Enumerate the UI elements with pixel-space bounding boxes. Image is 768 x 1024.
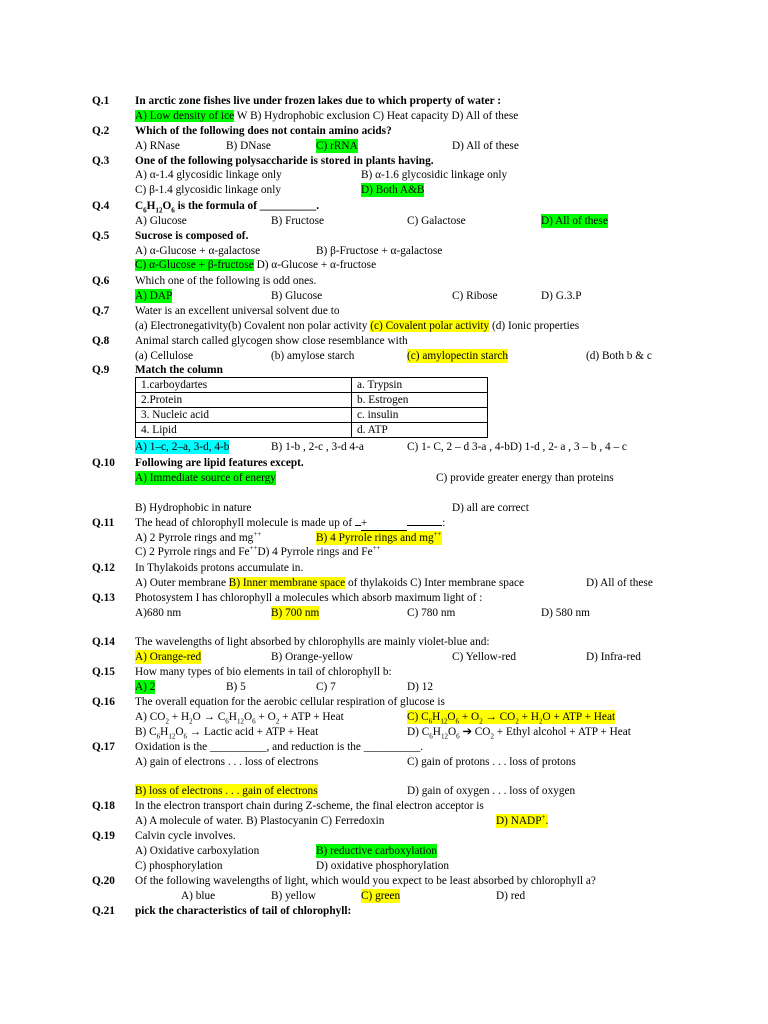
option-b: B) 1-b , 2-c , 3-d 4-a: [271, 441, 364, 453]
question-number: Q.14: [92, 636, 115, 648]
question-number: Q.12: [92, 562, 115, 574]
question-number: Q.11: [92, 517, 115, 529]
question-text: Calvin cycle involves.: [135, 830, 236, 842]
option-b: B) β-Fructose + α-galactose: [316, 245, 443, 257]
option-row: [135, 258, 376, 272]
answer-highlight: B) 4 Pyrrole rings and mg++: [316, 530, 442, 544]
option-d: (d) Both b & c: [586, 350, 652, 362]
option-d: D) G.3.P: [541, 290, 582, 302]
option-c: C) gain of protons . . . loss of protons: [407, 756, 576, 768]
question-number: Q.6: [92, 275, 110, 287]
table-cell: 1.carboydartes: [136, 378, 352, 393]
option-a: A) RNase: [135, 140, 180, 152]
table-cell: a. Trypsin: [352, 378, 488, 393]
question-text: In arctic zone fishes live under frozen lakes due to which property of water :: [135, 95, 502, 107]
answer-highlight: D) All of these: [541, 215, 608, 227]
answer-highlight: A) 2: [135, 681, 156, 693]
option-a: A)680 nm: [135, 607, 182, 619]
question-text: The overall equation for the aerobic cellular respiration of glucose is: [135, 696, 445, 708]
table-cell: b. Estrogen: [352, 393, 488, 408]
arrow-icon: →: [189, 726, 202, 738]
question-text: How many types of bio elements in tail of chlorophyll b:: [135, 666, 392, 678]
question-text: Following are lipid features except.: [135, 457, 304, 469]
question-number: Q.4: [92, 200, 110, 212]
question-number: Q.8: [92, 335, 110, 347]
option-b: B) DNase: [226, 140, 271, 152]
option-d: D) 580 nm: [541, 607, 590, 619]
table-row: [136, 393, 488, 408]
question-number: Q.2: [92, 125, 110, 137]
option-row: C) 2 Pyrrole rings and Fe++D) 4 Pyrrole rings and Fe++: [135, 544, 381, 558]
question-text: Match the column: [135, 364, 223, 376]
arrow-icon: ➔: [462, 726, 472, 738]
option-d: D) gain of oxygen . . . loss of oxygen: [407, 785, 576, 797]
answer-highlight: A) 1–c, 2–a, 3-d, 4-b: [135, 441, 230, 453]
question-text: One of the following polysaccharide is stored in plants having.: [135, 155, 434, 167]
question-number: Q.7: [92, 305, 110, 317]
option-b: B) Orange-yellow: [271, 651, 353, 663]
option-d: D) α-Glucose + α-fructose: [256, 259, 377, 271]
answer-highlight: (c) Covalent polar activity: [370, 320, 490, 332]
option-b: B) yellow: [271, 890, 316, 902]
option-text: W: [236, 110, 248, 122]
option-a: A) Oxidative carboxylation: [135, 845, 260, 857]
question-number: Q.16: [92, 696, 115, 708]
option-c: C) 780 nm: [407, 607, 456, 619]
option-b: B) Fructose: [271, 215, 325, 227]
option-c: C) Yellow-red: [452, 651, 517, 663]
question-number: Q.10: [92, 457, 115, 469]
option-b: B) α-1.6 glycosidic linkage only: [361, 169, 508, 181]
option-b: B) Glucose: [271, 290, 323, 302]
option-row: (a) Electronegativity(b) Covalent non polar activity (c) Covalent polar activity (d) Ionic properties: [135, 320, 580, 332]
option-a: A) gain of electrons . . . loss of electrons: [135, 756, 319, 768]
question-number: Q.19: [92, 830, 115, 842]
question-number: Q.3: [92, 155, 110, 167]
question-text: In Thylakoids protons accumulate in.: [135, 562, 304, 574]
question-text: Animal starch called glycogen show close resemblance with: [135, 335, 408, 347]
option-b: B) $C_6H_{12}O_6$ → Lactic acid + ATP + Heat: [135, 726, 319, 741]
option-row: A) Outer membrane B) Inner membrane space of thylakoids C) Inter membrane space: [135, 577, 524, 589]
option-b: B) Hydrophobic in nature: [135, 502, 252, 514]
arrow-icon: →: [485, 711, 497, 723]
answer-highlight: C) $C_6H_{12}O_6 + O_2 \to CO_2 + H_2O$ + ATP + Heat: [407, 711, 616, 726]
option-a: A) blue: [181, 890, 216, 902]
table-cell: 3. Nucleic acid: [136, 408, 352, 423]
question-text: The wavelengths of light absorbed by chlorophylls are mainly violet-blue and:: [135, 636, 490, 648]
option-c: C) provide greater energy than proteins: [436, 472, 614, 484]
option-a: (a) Cellulose: [135, 350, 194, 362]
answer-highlight: A) Orange-red: [135, 651, 202, 663]
answer-highlight: D) NADP+.: [496, 813, 549, 827]
option-a: A) 2 Pyrrole rings and mg++: [135, 530, 262, 544]
option-row: C) 1- C, 2 – d 3-a , 4-bD) 1-d , 2- a , 3 – b , 4 – c: [407, 441, 627, 453]
answer-highlight: C) green: [361, 890, 401, 902]
answer-highlight: A) DAP: [135, 290, 173, 302]
option-row: A) A molecule of water. B) Plastocyanin C) Ferredoxin: [135, 815, 385, 827]
question-number: Q.17: [92, 741, 115, 753]
option-d: D) 12: [407, 681, 434, 693]
answer-highlight: C) α-Glucose + β-fructose: [135, 259, 254, 271]
option-c: C) Ribose: [452, 290, 498, 302]
table-cell: 4. Lipid: [136, 423, 352, 438]
table-cell: c. insulin: [352, 408, 488, 423]
arrow-icon: →: [203, 711, 215, 723]
question-text: Of the following wavelengths of light, which would you expect to be least absorbed by chlorophyll a?: [135, 875, 596, 887]
option-b: B) 5: [226, 681, 246, 693]
answer-highlight: B) Inner membrane space: [228, 577, 346, 589]
option-a: A) Glucose: [135, 215, 187, 227]
option-text: B) Hydrophobic exclusion C) Heat capacity D) All of these: [250, 110, 519, 122]
option-a: A) α-Glucose + α-galactose: [135, 245, 261, 257]
question-number: Q.21: [92, 905, 115, 917]
table-cell: d. ATP: [352, 423, 488, 438]
match-table: [135, 377, 488, 438]
table-cell: 2.Protein: [136, 393, 352, 408]
option-c: C) β-1.4 glycosidic linkage only: [135, 184, 281, 196]
table-row: [136, 423, 488, 438]
table-row: [136, 408, 488, 423]
question-text: Photosystem I has chlorophyll a molecules which absorb maximum light of :: [135, 592, 483, 604]
answer-highlight: (c) amylopectin starch: [407, 350, 508, 362]
option-d: D) Infra-red: [586, 651, 641, 663]
option-c: C) phosphorylation: [135, 860, 223, 872]
question-text: $C_6H_{12}O_6$ is the formula of __________.: [135, 200, 320, 215]
answer-highlight: D) Both A&B: [361, 184, 425, 196]
question-text: pick the characteristics of tail of chlorophyll:: [135, 905, 352, 917]
option-d: D) $C_6H_{12}O_6$ ➔ $CO_2$ + Ethyl alcohol + ATP + Heat: [407, 726, 631, 741]
answer-highlight: A) Low density of ice: [135, 110, 235, 122]
question-text: The head of chlorophyll molecule is made up of + :: [135, 517, 446, 529]
option-a: A) $CO_2 + H_2O \to C_6H_{12}O_6 + O_2$ + ATP + Heat: [135, 711, 344, 726]
option-d: D) All of these: [586, 577, 653, 589]
option-b: (b) amylose starch: [271, 350, 355, 362]
question-text: Sucrose is composed of.: [135, 230, 249, 242]
option-row: [135, 109, 518, 123]
question-text: Which one of the following is odd ones.: [135, 275, 317, 287]
answer-highlight: A) Immediate source of energy: [135, 472, 276, 484]
option-c: C) Galactose: [407, 215, 466, 227]
question-number: Q.1: [92, 95, 110, 107]
option-d: D) oxidative phosphorylation: [316, 860, 450, 872]
question-text: Water is an excellent universal solvent due to: [135, 305, 340, 317]
table-row: [136, 378, 488, 393]
question-number: Q.13: [92, 592, 115, 604]
question-text: In the electron transport chain during Z-scheme, the final electron acceptor is: [135, 800, 484, 812]
question-number: Q.9: [92, 364, 110, 376]
option-d: D) All of these: [452, 140, 519, 152]
question-number: Q.15: [92, 666, 115, 678]
answer-highlight: B) reductive carboxylation: [316, 845, 438, 857]
option-d: D) all are correct: [452, 502, 529, 514]
question-text: Oxidation is the __________, and reduction is the __________.: [135, 741, 424, 753]
option-d: D) red: [496, 890, 526, 902]
question-text: Which of the following does not contain amino acids?: [135, 125, 392, 137]
option-a: A) α-1.4 glycosidic linkage only: [135, 169, 282, 181]
question-number: Q.5: [92, 230, 110, 242]
answer-highlight: B) loss of electrons . . . gain of electrons: [135, 785, 318, 797]
option-c: C) 7: [316, 681, 336, 693]
answer-highlight: C) rRNA: [316, 140, 358, 152]
answer-highlight: B) 700 nm: [271, 607, 320, 619]
question-number: Q.20: [92, 875, 115, 887]
question-number: Q.18: [92, 800, 115, 812]
